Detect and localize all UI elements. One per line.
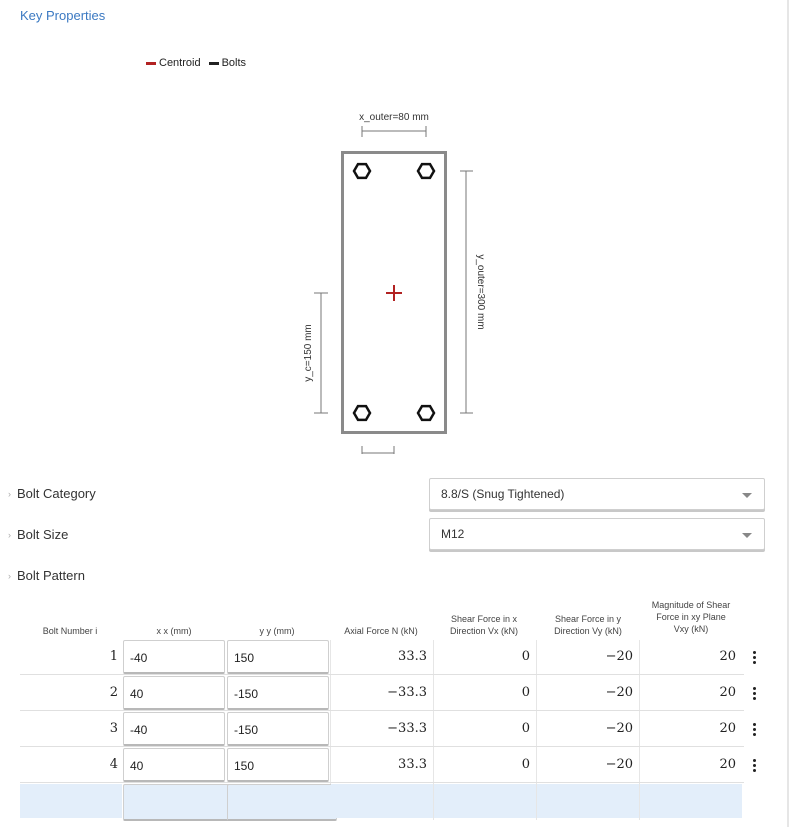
bolt-category-select[interactable]: 8.8/S (Snug Tightened)	[429, 478, 765, 510]
row-divider	[20, 710, 744, 711]
axial-force-cell: 33.3	[398, 649, 427, 664]
y-c-label: y_c=150 mm	[303, 324, 314, 382]
new-row-cell[interactable]	[434, 784, 536, 818]
axial-force-cell: −33.3	[387, 685, 427, 700]
x-input[interactable]: 40	[123, 676, 225, 710]
col-header-bolt-number: Bolt Number i	[42, 626, 98, 636]
legend-item-bolts[interactable]: Bolts	[209, 57, 246, 69]
shear-x-cell: 0	[521, 757, 530, 772]
row-menu-icon[interactable]	[749, 676, 759, 710]
x-input[interactable]: -40	[123, 640, 225, 674]
bolt-number-cell: 4	[109, 757, 118, 772]
section-title: Key Properties	[20, 8, 106, 23]
shear-xy-cell: 20	[719, 685, 736, 700]
legend-item-centroid[interactable]: Centroid	[146, 57, 201, 69]
bolt-number-cell: 2	[109, 685, 118, 700]
row-divider	[20, 746, 744, 747]
bolt-1-icon	[354, 164, 370, 178]
bolt-size-label[interactable]: › Bolt Size	[8, 527, 69, 542]
shear-x-cell: 0	[521, 649, 530, 664]
col-header-vxy: Magnitude of Shear Force in xy Plane Vxy (kN)	[651, 600, 731, 634]
row-divider	[20, 674, 744, 675]
bolt-4-icon	[418, 164, 434, 178]
col-header-y: y y (mm)	[259, 626, 295, 636]
shear-xy-cell: 20	[719, 721, 736, 736]
bolt-number-cell: 1	[109, 649, 118, 664]
shear-x-cell: 0	[521, 685, 530, 700]
shear-y-cell: −20	[605, 685, 633, 700]
y-input[interactable]: 150	[227, 748, 329, 782]
new-row-cell[interactable]	[640, 784, 742, 818]
x-input[interactable]: 40	[123, 748, 225, 782]
chevron-down-icon	[742, 533, 752, 538]
col-header-vy: Shear Force in y Direction Vy (kN)	[554, 614, 622, 636]
bolt-2-icon	[418, 406, 434, 420]
col-header-x: x x (mm)	[156, 626, 192, 636]
row-menu-icon[interactable]	[749, 640, 759, 674]
row-menu-icon[interactable]	[749, 712, 759, 746]
shear-y-cell: −20	[605, 757, 633, 772]
shear-x-cell: 0	[521, 721, 530, 736]
new-row-y-input[interactable]	[227, 784, 337, 821]
bolt-pattern-label[interactable]: › Bolt Pattern	[8, 568, 85, 583]
chevron-right-icon: ›	[8, 530, 11, 540]
row-menu-icon[interactable]	[749, 748, 759, 782]
shear-y-cell: −20	[605, 721, 633, 736]
bolt-3-icon	[354, 406, 370, 420]
col-header-vx: Shear Force in x Direction Vx (kN)	[449, 614, 518, 636]
chevron-right-icon: ›	[8, 489, 11, 499]
row-divider	[20, 782, 744, 783]
shear-y-cell: −20	[605, 649, 633, 664]
y-input[interactable]: -150	[227, 712, 329, 746]
y-outer-label: y_outer=300 mm	[475, 254, 486, 330]
x-input[interactable]: -40	[123, 712, 225, 746]
axial-force-cell: −33.3	[387, 721, 427, 736]
shear-xy-cell: 20	[719, 649, 736, 664]
new-row-cell[interactable]	[537, 784, 639, 818]
new-row-x-input[interactable]	[123, 784, 233, 821]
bolt-category-label[interactable]: › Bolt Category	[8, 486, 96, 501]
chevron-down-icon	[742, 493, 752, 498]
y-input[interactable]: -150	[227, 676, 329, 710]
col-header-axial: Axial Force N (kN)	[344, 626, 418, 636]
bolt-size-select[interactable]: M12	[429, 518, 765, 550]
new-row-cell[interactable]	[331, 784, 433, 818]
axial-force-cell: 33.3	[398, 757, 427, 772]
shear-xy-cell: 20	[719, 757, 736, 772]
x-outer-label: x_outer=80 mm	[359, 112, 429, 123]
y-input[interactable]: 150	[227, 640, 329, 674]
bolt-number-cell: 3	[109, 721, 118, 736]
new-row-cell[interactable]	[20, 784, 122, 818]
chevron-right-icon: ›	[8, 571, 11, 581]
